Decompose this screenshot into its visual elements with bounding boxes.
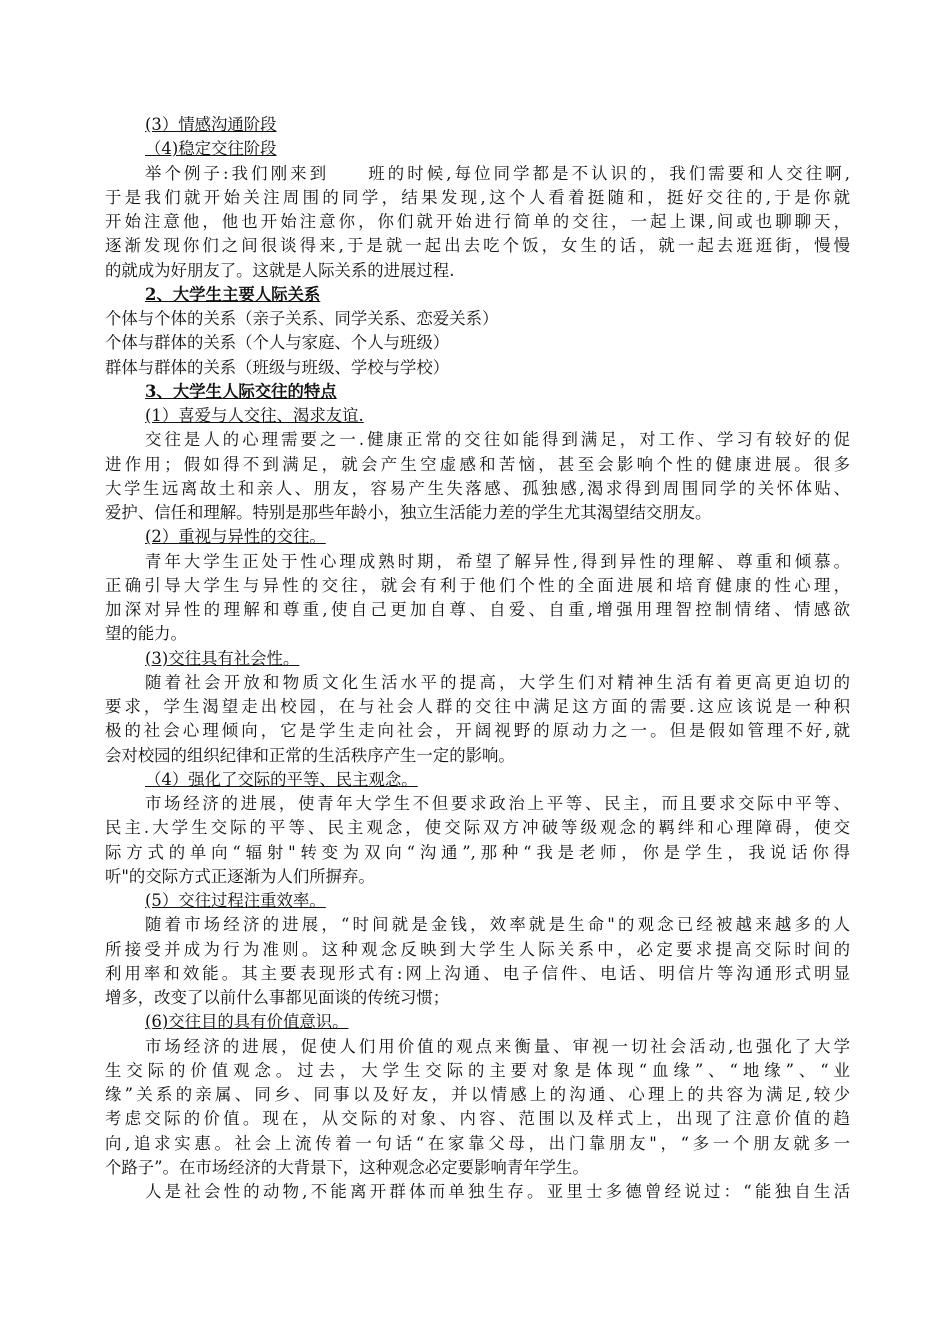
subsection-heading: 所接受并成为行为准则。这种观念反映到大学生人际关系中，必定要求提高交际时间的 xyxy=(105,939,850,959)
subsection-heading: 际方式的单向“辐射"转变为双向“沟通”,那种“我是老师，你是学生，我说话你得 xyxy=(105,842,850,862)
text-line: 个体与个体的关系（亲子关系、同学关系、恋爱关系） xyxy=(105,309,499,328)
subsection-heading: (6)交往目的具有价值意识。 xyxy=(145,1012,349,1032)
subsection-heading: (1）喜爱与人交往、渴求友谊. xyxy=(145,406,364,425)
subsection-heading: 缘”关系的亲属、同乡、同事以及好友，并以情感上的沟通、心理上的共容为满足,较少 xyxy=(105,1085,850,1104)
subsection-heading: 人是社会性的动物,不能离开群体而单独生存。亚里士多德曾经说过：“能独自生活 xyxy=(145,1182,850,1201)
subsection-heading: 考虑交际的价值。现在，从交际的对象、内容、范围以及样式上，出现了注意价值的趋 xyxy=(105,1109,850,1129)
text-line: 听"的交际方式正逐渐为人们所摒弃。 xyxy=(105,866,375,886)
subsection-heading: 民主.大学生交际的平等、民主观念，使交际双方冲破等级观念的羁绊和心理障碍，使交 xyxy=(105,818,850,838)
subsection-heading: （4）强化了交际的平等、民主观念。 xyxy=(145,769,418,789)
subsection-heading: 正确引导大学生与异性的交往，就会有利于他们个性的全面进展和培育健康的性心理， xyxy=(105,575,850,595)
subsection-heading: 要求，学生渴望走出校园，在与社会人群的交往中满足这方面的需要.这应该说是一种积 xyxy=(105,697,850,716)
text-line: 个路子”。在市场经济的大背景下，这种观念必定要影响青年学生。 xyxy=(105,1157,589,1177)
subsection-heading: 市场经济的进展，使青年大学生不但要求政治上平等、民主，而且要求交际中平等、 xyxy=(145,794,850,813)
section-heading: 2、大学生主要人际关系 xyxy=(145,284,321,304)
text-line: 爱护、信任和理解。特别是那些年龄小，独立生活能力差的学生尤其渴望结交朋友。 xyxy=(105,503,712,522)
subsection-heading: 利用率和效能。其主要表现形式有:网上沟通、电子信件、电话、明信片等沟通形式明显 xyxy=(105,963,850,983)
subsection-heading: (2）重视与异性的交往。 xyxy=(145,527,326,547)
subsection-heading: 极的社会心理倾向，它是学生走向社会，开阔视野的原动力之一。但是假如管理不好,就 xyxy=(105,721,850,741)
text-line: 望的能力。 xyxy=(105,624,187,644)
subsection-heading: 进作用；假如得不到满足，就会产生空虚感和苦恼，甚至会影响个性的健康进展。很多 xyxy=(105,454,850,474)
subsection-heading: 大学生远离故土和亲人、朋友，容易产生失落感、孤独感,渴求得到周围同学的关怀体贴、 xyxy=(105,478,850,498)
subsection-heading: 青年大学生正处于性心理成熟时期，希望了解异性,得到异性的理解、尊重和倾慕。 xyxy=(145,551,850,571)
text-line: 会对校园的组织纪律和正常的生活秩序产生一定的影响。 xyxy=(105,745,515,765)
subsection-heading: 随着市场经济的进展，“时间就是金钱，效率就是生命"的观念已经被越来越多的人 xyxy=(145,915,850,935)
subsection-heading: 市场经济的进展，促使人们用价值的观点来衡量、审视一切社会活动,也强化了大学 xyxy=(145,1036,850,1056)
subsection-heading: (3）情感沟通阶段 xyxy=(145,115,277,134)
subsection-heading: 生交际的价值观念。过去，大学生交际的主要对象是体现“血缘”、“地缘”、“业 xyxy=(105,1060,850,1080)
subsection-heading: 交往是人的心理需要之一.健康正常的交往如能得到满足，对工作、学习有较好的促 xyxy=(145,430,850,450)
subsection-heading: (3)交往具有社会性。 xyxy=(145,648,300,668)
subsection-heading: 随着社会开放和物质文化生活水平的提高，大学生们对精神生活有着更高更迫切的 xyxy=(145,672,850,692)
subsection-heading: (5）交往过程注重效率。 xyxy=(145,891,326,910)
text-line: 增多，改变了以前什么事都见面谈的传统习惯； xyxy=(105,988,450,1007)
subsection-heading: 开始注意他，他也开始注意你，你们就开始进行简单的交往，一起上课,间或也聊聊天， xyxy=(105,212,850,231)
subsection-heading: 加深对异性的理解和尊重,使自己更加自尊、自爱、自重,增强用理智控制情绪、情感欲 xyxy=(105,600,850,619)
subsection-heading: 于是我们就开始关注周围的同学，结果发现,这个人看着挺随和，挺好交往的,于是你就 xyxy=(105,187,850,207)
text-line: 的就成为好朋友了。这就是人际关系的进展过程. xyxy=(105,260,455,280)
subsection-heading: （4)稳定交往阶段 xyxy=(145,139,277,159)
subsection-heading: 向,追求实惠。社会上流传着一句话“在家靠父母，出门靠朋友"，“多一个朋友就多一 xyxy=(105,1133,850,1153)
text-line: 群体与群体的关系（班级与班级、学校与学校） xyxy=(105,357,450,377)
subsection-heading: 逐渐发现你们之间很谈得来,于是就一起出去吃个饭，女生的话，就一起去逛逛街，慢慢 xyxy=(105,236,850,256)
text-line: 个体与群体的关系（个人与家庭、个人与班级） xyxy=(105,333,450,353)
subsection-heading: 举个例子:我们刚来到 班的时候,每位同学都是不认识的，我们需要和人交往啊, xyxy=(145,163,850,183)
section-heading: 3、大学生人际交往的特点 xyxy=(145,381,337,401)
